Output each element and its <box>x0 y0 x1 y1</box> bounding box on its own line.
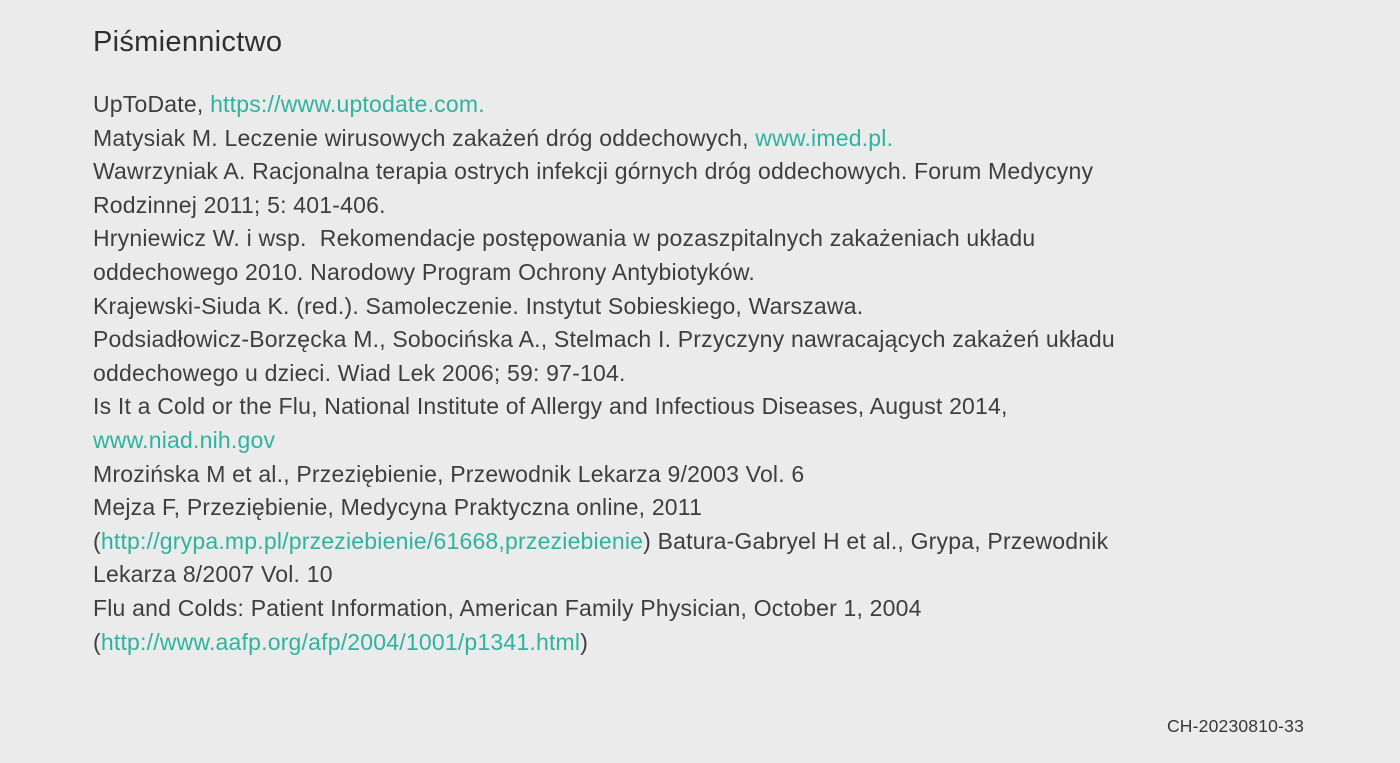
reference-text: Flu and Colds: Patient Information, American Family Physician, October 1, 2004 <box>93 594 922 621</box>
reference-line <box>93 390 1333 424</box>
reference-line <box>93 189 1333 223</box>
reference-line <box>93 290 1333 324</box>
reference-line <box>93 222 1333 256</box>
reference-text: ) Batura-Gabryel H et al., Grypa, Przewodnik <box>643 527 1109 554</box>
page-title: Piśmiennictwo <box>93 26 283 58</box>
reference-line <box>93 357 1333 391</box>
reference-text: ( <box>93 628 101 655</box>
reference-text: UpToDate, <box>93 91 211 117</box>
reference-text: ) <box>580 628 589 655</box>
references-list <box>93 88 1333 659</box>
reference-text: Mrozińska M et al., Przeziębienie, Przewodnik Lekarza 9/2003 Vol. 6 <box>93 460 805 487</box>
reference-link[interactable]: www.niad.nih.gov <box>93 426 276 453</box>
reference-text: Podsiadłowicz-Borzęcka M., Sobocińska A., Stelmach I. Przyczyny nawracających zakażeń układu <box>93 326 1115 353</box>
reference-line <box>93 458 1333 492</box>
reference-line <box>93 592 1333 626</box>
reference-text: ( <box>93 527 101 554</box>
reference-text: oddechowego u dzieci. Wiad Lek 2006; 59: 97-104. <box>93 359 626 386</box>
reference-link[interactable]: www.imed.pl. <box>755 124 894 151</box>
reference-line <box>93 491 1333 525</box>
reference-link[interactable]: http://www.aafp.org/afp/2004/1001/p1341.html <box>100 628 581 655</box>
reference-text: Hryniewicz W. i wsp. Rekomendacje postępowania w pozaszpitalnych zakażeniach układu <box>93 225 1036 252</box>
reference-line <box>93 626 1333 660</box>
reference-line <box>93 424 1333 458</box>
reference-line <box>93 323 1333 357</box>
reference-text: oddechowego 2010. Narodowy Program Ochrony Antybiotyków. <box>93 258 755 285</box>
slide-id-code: CH-20230810-33 <box>1166 716 1304 736</box>
reference-text: Rodzinnej 2011; 5: 401-406. <box>93 191 386 218</box>
reference-line <box>93 256 1333 290</box>
reference-link[interactable]: http://grypa.mp.pl/przeziebienie/61668,przeziebienie <box>100 527 644 554</box>
reference-text: Lekarza 8/2007 Vol. 10 <box>93 561 333 588</box>
reference-text: Krajewski-Siuda K. (red.). Samoleczenie. Instytut Sobieskiego, Warszawa. <box>93 292 864 319</box>
reference-text: Is It a Cold or the Flu, National Institute of Allergy and Infectious Diseases, August 2014, <box>93 393 1008 420</box>
reference-text: Mejza F, Przeziębienie, Medycyna Praktyczna online, 2011 <box>93 494 703 521</box>
reference-text: Wawrzyniak A. Racjonalna terapia ostrych infekcji górnych dróg oddechowych. Forum Medycyny <box>93 158 1094 185</box>
reference-line <box>93 88 1333 122</box>
reference-line <box>93 122 1333 156</box>
reference-text: Matysiak M. Leczenie wirusowych zakażeń dróg oddechowych, <box>93 124 756 151</box>
reference-line <box>93 155 1333 189</box>
reference-line <box>93 525 1333 559</box>
reference-line <box>93 558 1333 592</box>
reference-link[interactable]: https://www.uptodate.com. <box>210 91 485 117</box>
